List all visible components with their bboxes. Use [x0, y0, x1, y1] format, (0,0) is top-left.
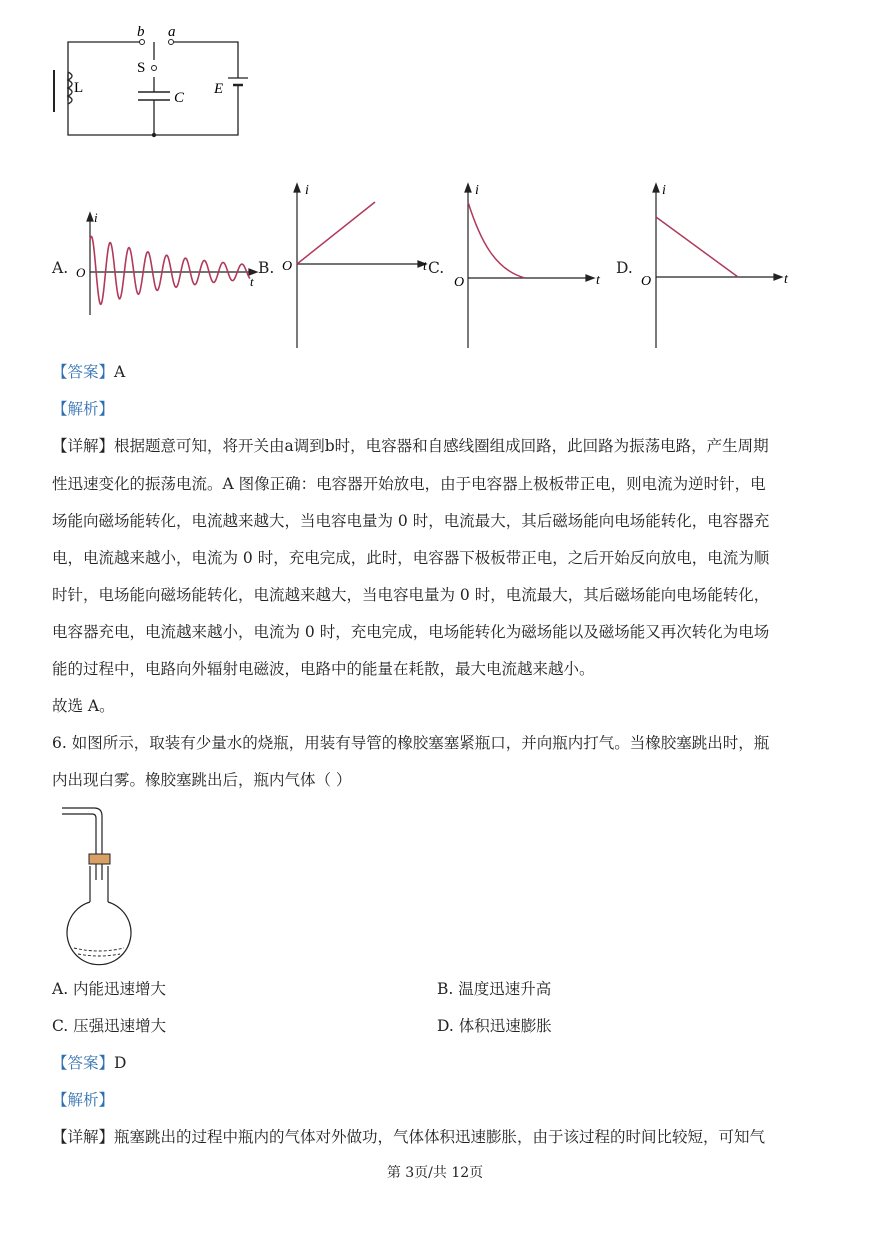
label-l: L [74, 80, 84, 96]
q6-detail-line-1 [52, 1127, 765, 1147]
label-c: C [174, 90, 185, 106]
q6-option-d: D. 体积迅速膨胀 [437, 1017, 552, 1035]
flask-figure [62, 800, 142, 968]
q5-detail-line-5: 时针，电场能向磁场能转化，电流越来越大，当电容电量为 0 时，电流最大，其后磁场能向电场能转化， [52, 586, 770, 604]
graph-c-origin: O [454, 275, 465, 290]
graph-a-curve [90, 237, 250, 305]
lc-circuit-diagram [40, 20, 260, 145]
q5-answer-tag: 【答案】 [52, 363, 115, 381]
q6-option-c: C. 压强迅速增大 [52, 1017, 167, 1035]
q6-detail-tag: 【详解】 [52, 1128, 115, 1146]
q5-detail-line-6: 电容器充电，电流越来越小，电流为 0 时，充电完成，电场能转化为磁场能以及磁场能又再次转化为电场 [52, 623, 770, 641]
page-footer: 第 3页/共 12页 [386, 1165, 484, 1181]
label-e: E [214, 81, 224, 97]
graph-b-axis-i: i [305, 183, 309, 198]
q5-analysis-tag: 【解析】 [52, 400, 115, 418]
graph-a-axis-t: t [250, 274, 254, 289]
graph-a-axis-i: i [94, 210, 98, 225]
graph-d-axis-i: i [662, 183, 666, 198]
graph-a-option-label: A. [52, 259, 69, 277]
q6-detail-text-1: 瓶塞跳出的过程中瓶内的气体对外做功，气体体积迅速膨胀，由于该过程的时间比较短，可知气 [114, 1128, 766, 1146]
q6-answer-row [52, 1053, 126, 1073]
q6-answer-tag: 【答案】 [52, 1054, 115, 1072]
q6-option-b: B. 温度迅速升高 [437, 980, 552, 998]
q5-conclusion: 故选 A。 [52, 697, 115, 715]
graph-a-origin: O [76, 265, 86, 280]
q5-detail-line-2: 性迅速变化的振荡电流。A 图像正确：电容器开始放电，由于电容器上极板带正电，则电流为逆时针，电 [52, 475, 766, 493]
graph-b-origin: O [282, 259, 293, 274]
q5-answer-value: A [114, 363, 126, 381]
label-s: S [137, 60, 146, 76]
q5-detail-text-1: 根据题意可知，将开关由a调到b时，电容器和自感线圈组成回路，此回路为振荡电路，产生周期 [114, 437, 769, 455]
graph-c-axis-t: t [596, 273, 600, 288]
graph-a-damped-oscillation [70, 210, 265, 320]
graph-b-option-label: B. [258, 259, 275, 277]
q6-answer-value: D [114, 1054, 127, 1072]
q5-answer-row [52, 362, 125, 382]
label-b: b [137, 24, 145, 40]
graph-d-axis-t: t [784, 272, 788, 287]
graph-c-exponential-decay [450, 180, 610, 350]
graph-b-linear-increase [280, 180, 440, 350]
q6-stem-line-2: 内出现白雾。橡胶塞跳出后，瓶内气体（ ） [52, 771, 352, 789]
graph-c-option-label: C. [428, 259, 445, 277]
label-a: a [168, 24, 176, 40]
graph-d-option-label: D. [616, 259, 633, 277]
q5-detail-tag: 【详解】 [52, 437, 115, 455]
graph-d-origin: O [641, 274, 652, 289]
q5-detail-line-7: 能的过程中，电路向外辐射电磁波，电路中的能量在耗散，最大电流越来越小。 [52, 660, 595, 678]
graph-d-linear-decrease [638, 180, 798, 350]
graph-c-axis-i: i [475, 183, 479, 198]
q6-option-a: A. 内能迅速增大 [52, 980, 167, 998]
q6-stem-line-1: 6. 如图所示，取装有少量水的烧瓶，用装有导管的橡胶塞塞紧瓶口，并向瓶内打气。当橡胶塞跳出时，瓶 [52, 734, 770, 752]
q5-detail-line-1 [52, 436, 769, 456]
graph-b-axis-t: t [423, 259, 427, 274]
q5-detail-line-4: 电，电流越来越小，电流为 0 时，充电完成，此时，电容器下极板带正电，之后开始反向放电，电流为顺 [52, 549, 770, 567]
q6-analysis-tag: 【解析】 [52, 1091, 115, 1109]
q5-detail-line-3: 场能向磁场能转化，电流越来越大，当电容电量为 0 时，电流最大，其后磁场能向电场能转化，电容器充 [52, 512, 770, 530]
